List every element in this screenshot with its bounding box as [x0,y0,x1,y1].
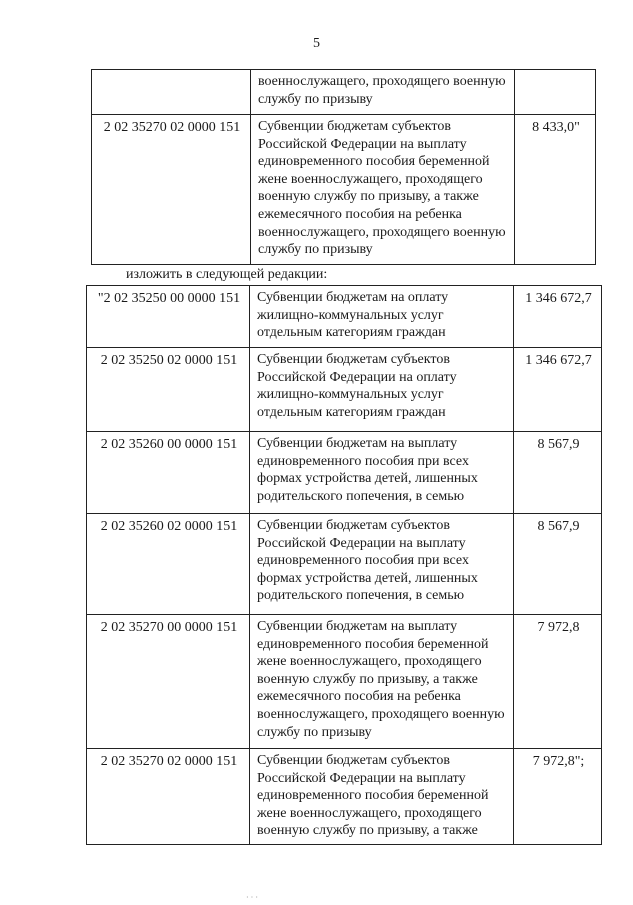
description-cell: Субвенции бюджетам субъектов Российской Федерации на оплату жилищно-коммунальных услуг отдельным категориям граждан [250,348,514,432]
table-row [87,615,602,749]
amount-cell: 7 972,8 [514,615,602,749]
amount-cell: 8 567,9 [514,432,602,514]
table-row [87,749,602,845]
code-cell: 2 02 35260 02 0000 151 [87,514,250,615]
code-cell: 2 02 35270 00 0000 151 [87,615,250,749]
amount-cell: 8 567,9 [514,514,602,615]
table-row [87,514,602,615]
description-cell: военнослужащего, проходящего военную службу по призыву [251,70,515,115]
amount-cell [515,70,596,115]
page-number: 5 [313,36,320,51]
code-cell: "2 02 35250 00 0000 151 [87,286,250,348]
code-cell: 2 02 35270 02 0000 151 [87,749,250,845]
amount-cell: 8 433,0" [515,115,596,265]
description-cell: Субвенции бюджетам на выплату единовременного пособия при всех формах устройства детей, лишенных родительского попечения, в семью [250,432,514,514]
amount-cell: 7 972,8"; [514,749,602,845]
table-row [87,286,602,348]
budget-table-continued [91,69,596,265]
description-cell: Субвенции бюджетам субъектов Российской Федерации на выплату единовременного пособия беременной жене военнослужащего, проходящего военную службу по призыву, а также [250,749,514,845]
table-row [87,432,602,514]
code-cell: 2 02 35250 02 0000 151 [87,348,250,432]
intro-text: изложить в следующей редакции: [126,267,328,282]
budget-table-new-edition [86,285,602,845]
code-cell: 2 02 35260 00 0000 151 [87,432,250,514]
table-row [87,348,602,432]
amount-cell: 1 346 672,7 [514,286,602,348]
code-cell: 2 02 35270 02 0000 151 [92,115,251,265]
amount-cell: 1 346 672,7 [514,348,602,432]
description-cell: Субвенции бюджетам на выплату единовременного пособия беременной жене военнослужащего, проходящего военную службу по призыву, а также ежемесячного пособия на ребенка военнослужащего, проходящего военную службу по призыву [250,615,514,749]
scan-mark: · · · [246,893,258,902]
description-cell: Субвенции бюджетам на оплату жилищно-коммунальных услуг отдельным категориям граждан [250,286,514,348]
table-row [92,70,596,115]
description-cell: Субвенции бюджетам субъектов Российской Федерации на выплату единовременного пособия при всех формах устройства детей, лишенных родительского попечения, в семью [250,514,514,615]
code-cell [92,70,251,115]
table-row [92,115,596,265]
description-cell: Субвенции бюджетам субъектов Российской Федерации на выплату единовременного пособия беременной жене военнослужащего, проходящего военную службу по призыву, а также ежемесячного пособия на ребенка военнослужащего, проходящего военную службу по призыву [251,115,515,265]
